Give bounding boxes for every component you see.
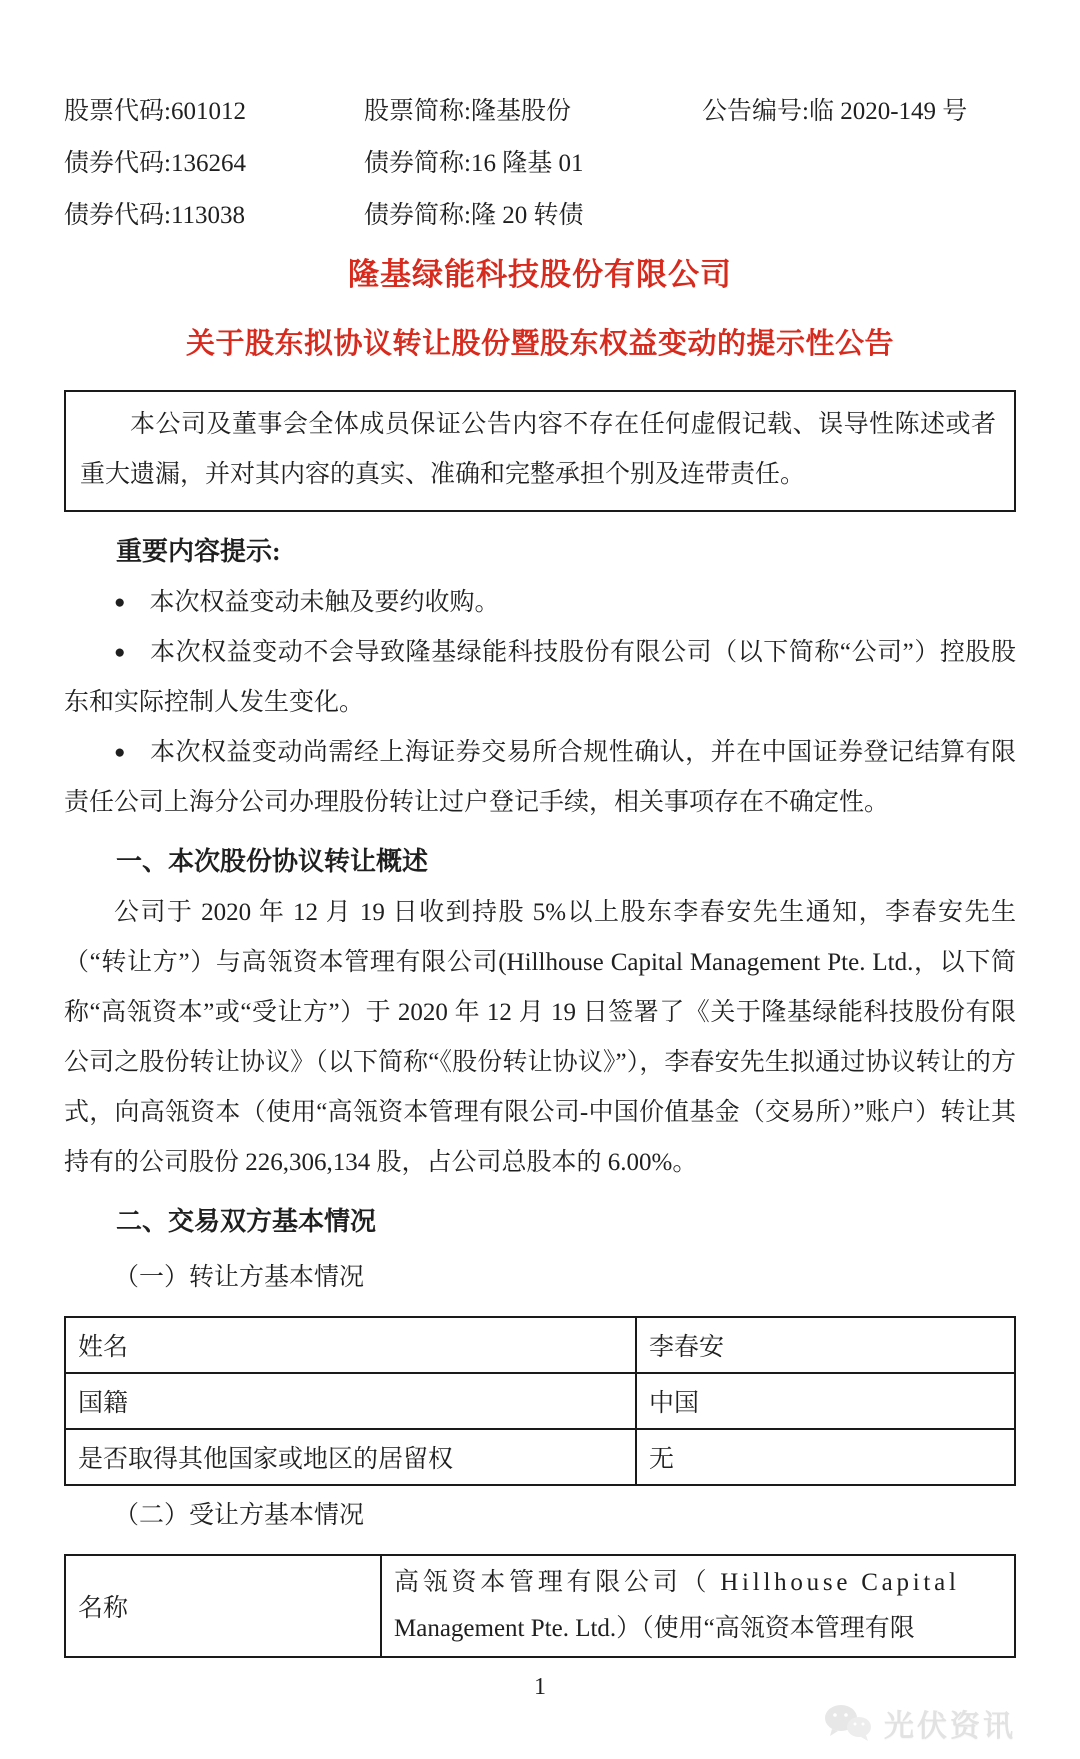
notice-bullet-1 [64,578,1016,628]
bullet-icon: ● [114,592,126,613]
disclaimer-box: 本公司及董事会全体成员保证公告内容不存在任何虚假记载、误导性陈述或者重大遗漏，并对其内容的真实、准确和完整承担个别及连带责任。 [64,390,1016,512]
table-row [65,1317,1015,1373]
bullet-icon: ● [114,742,126,763]
notice-bullet-2-text: 本次权益变动不会导致隆基绿能科技股份有限公司（以下简称“公司”）控股股东和实际控制人发生变化。 [64,639,1016,716]
notice-bullet-3-text: 本次权益变动尚需经上海证券交易所合规性确认，并在中国证券登记结算有限责任公司上海分公司办理股份转让过户登记手续，相关事项存在不确定性。 [64,739,1016,816]
securities-codes-block [64,86,1016,242]
wechat-icon [822,1703,874,1743]
bond-code-2: 债券代码:113038 [64,202,246,229]
notice-bullet-1-text: 本次权益变动未触及要约收购。 [149,589,500,616]
bond-abbr-1: 债券简称:16 隆基 01 [364,150,584,177]
transferee-name-value [381,1555,1015,1657]
transferor-name-label: 姓名 [65,1317,636,1373]
transferor-residency-label: 是否取得其他国家或地区的居留权 [65,1429,636,1485]
transferor-table [64,1316,1016,1486]
bond-abbr-2: 债券简称:隆 20 转债 [364,202,584,229]
watermark [822,1701,1016,1745]
stock-code-row [64,86,1016,138]
stock-abbr: 股票简称:隆基股份 [364,98,571,125]
section-one-paragraph: 公司于 2020 年 12 月 19 日收到持股 5%以上股东李春安先生通知，李春安先生（“转让方”）与高瓴资本管理有限公司(Hillhouse Capital Management Pte. Ltd.，以下简称“高瓴资本”或“受让方”）于 2020 年 12 月 19 日签署了《关于隆基绿能科技股份有限公司之股份转让协议》（以下简称“《股份转让协议》”），李春安先生拟通过协议转让的方式，向高瓴资本（使用“高瓴资本管理有限公司-中国价值基金（交易所）”账户）转让其持有的公司股份 226,306,134 股，占公司总股本的 6.00%。 [64,899,1016,1176]
table-row [65,1429,1015,1485]
page-number: 1 [534,1674,546,1700]
section-two-heading: 二、交易双方基本情况 [116,1207,377,1236]
transferee-subheading: （二）受让方基本情况 [114,1502,365,1529]
transferee-table [64,1554,1016,1658]
transferor-nationality-value: 中国 [636,1373,1015,1429]
announcement-title: 关于股东拟协议转让股份暨股东权益变动的提示性公告 [185,328,894,360]
transferee-name-label: 名称 [65,1555,381,1657]
bond-code-row-2 [64,190,1016,242]
bond-code-row-1 [64,138,1016,190]
transferor-nationality-label: 国籍 [65,1373,636,1429]
watermark-text: 光伏资讯 [884,1710,1016,1743]
bond-code-1: 债券代码:136264 [64,150,246,177]
section-one-heading: 一、本次股份协议转让概述 [116,847,429,876]
notice-bullet-3 [64,728,1016,828]
table-row [65,1555,1015,1657]
table-row [65,1373,1015,1429]
transferor-residency-value: 无 [636,1429,1015,1485]
bullet-icon: ● [114,642,127,663]
announcement-number: 公告编号:临 2020-149 号 [702,98,968,125]
transferee-name-line2: Management Pte. Ltd.）（使用“高瓴资本管理有限 [394,1615,915,1642]
transferor-name-value: 李春安 [636,1317,1015,1373]
transferor-subheading: （一）转让方基本情况 [114,1264,365,1291]
stock-code: 股票代码:601012 [64,98,246,125]
notice-bullet-2 [64,628,1016,728]
company-title: 隆基绿能科技股份有限公司 [348,257,732,292]
transferee-name-line1: 高瓴资本管理有限公司（ Hillhouse Capital [394,1569,960,1596]
important-notice-heading: 重要内容提示: [116,537,281,566]
